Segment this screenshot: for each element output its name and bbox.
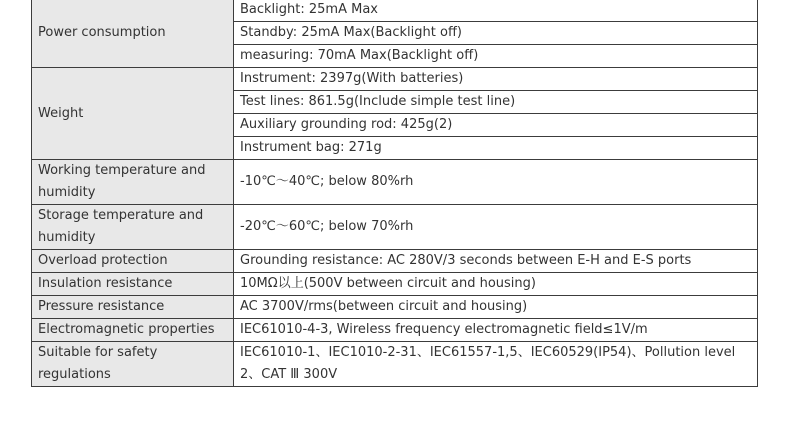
value-working-temperature: -10℃～40℃; below 80%rh <box>234 160 758 205</box>
value-overload-protection: Grounding resistance: AC 280V/3 seconds between E-H and E-S ports <box>234 250 758 273</box>
table-row <box>32 296 758 319</box>
value-storage-temperature: -20℃～60℃; below 70%rh <box>234 205 758 250</box>
param-pressure-resistance: Pressure resistance <box>32 296 234 319</box>
value-insulation-resistance: 10MΩ以上(500V between circuit and housing) <box>234 273 758 296</box>
value-measuring: measuring: 70mA Max(Backlight off) <box>234 45 758 68</box>
table-row <box>32 273 758 296</box>
param-overload-protection: Overload protection <box>32 250 234 273</box>
param-working-temperature: Working temperature and humidity <box>32 160 234 205</box>
value-instrument-weight: Instrument: 2397g(With batteries) <box>234 68 758 91</box>
value-test-lines-weight: Test lines: 861.5g(Include simple test line) <box>234 91 758 114</box>
table-row <box>32 250 758 273</box>
value-standby: Standby: 25mA Max(Backlight off) <box>234 22 758 45</box>
table-row <box>32 319 758 342</box>
specifications-table <box>31 0 758 387</box>
value-pressure-resistance: AC 3700V/rms(between circuit and housing) <box>234 296 758 319</box>
table-row <box>32 68 758 91</box>
table-row <box>32 160 758 205</box>
param-safety-regulations: Suitable for safety regulations <box>32 342 234 387</box>
table-row <box>32 0 758 22</box>
table-row <box>32 205 758 250</box>
value-grounding-rod-weight: Auxiliary grounding rod: 425g(2) <box>234 114 758 137</box>
param-insulation-resistance: Insulation resistance <box>32 273 234 296</box>
param-power-consumption: Power consumption <box>32 0 234 68</box>
param-electromagnetic-properties: Electromagnetic properties <box>32 319 234 342</box>
param-weight: Weight <box>32 68 234 160</box>
table-row <box>32 342 758 387</box>
value-electromagnetic-properties: IEC61010-4-3, Wireless frequency electromagnetic field≤1V/m <box>234 319 758 342</box>
value-instrument-bag-weight: Instrument bag: 271g <box>234 137 758 160</box>
value-backlight: Backlight: 25mA Max <box>234 0 758 22</box>
param-storage-temperature: Storage temperature and humidity <box>32 205 234 250</box>
value-safety-regulations: IEC61010-1、IEC1010-2-31、IEC61557-1,5、IEC60529(IP54)、Pollution level 2、CAT Ⅲ 300V <box>234 342 758 387</box>
